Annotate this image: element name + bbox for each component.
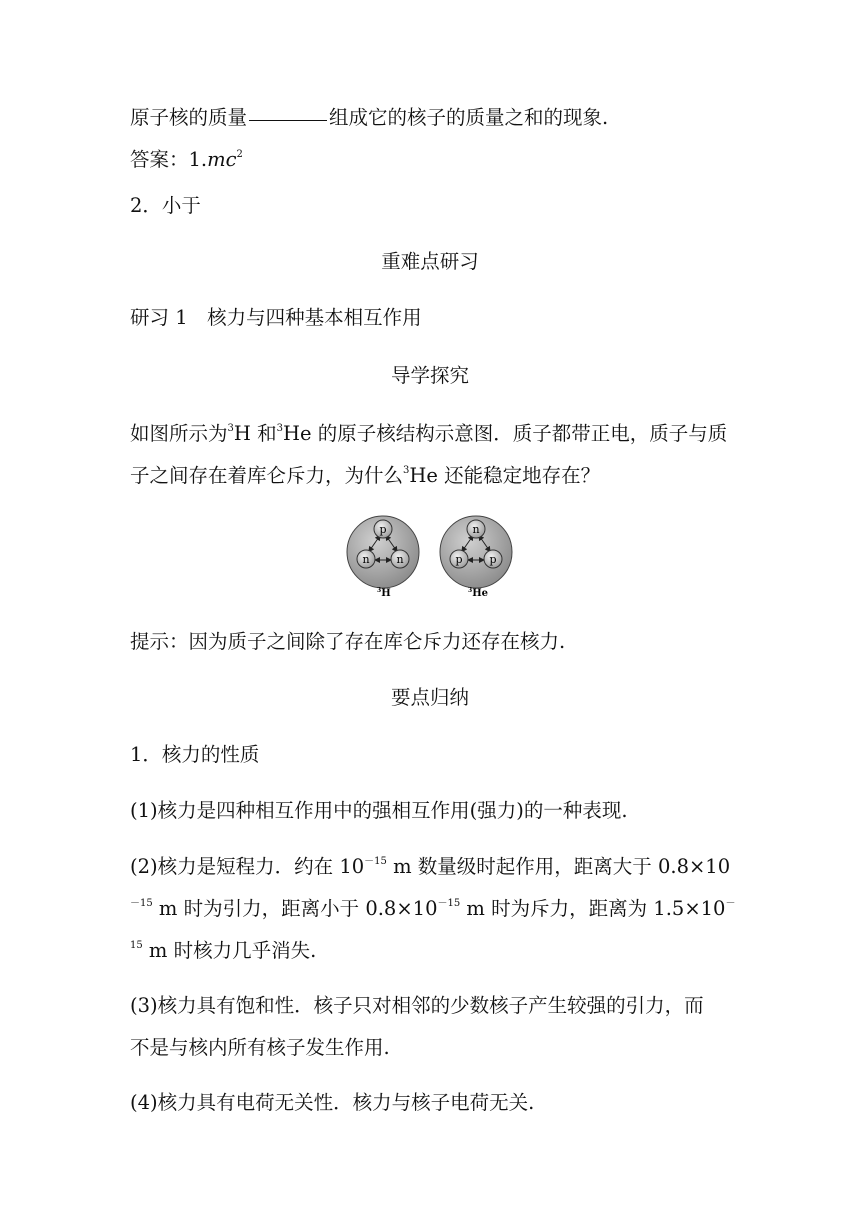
- heading-summary: 要点归纳: [390, 686, 469, 709]
- answer-line: [130, 150, 243, 170]
- text-segment: 子之间存在着库仑斥力，为什么: [130, 464, 404, 487]
- nucleus-figure: [340, 510, 520, 600]
- superscript: －15: [437, 898, 461, 909]
- property-3-line-1: (3)核力具有饱和性．核子只对相邻的少数核子产生较强的引力，而: [130, 994, 704, 1017]
- nucleus-label: [468, 587, 488, 599]
- superscript: －15: [130, 898, 153, 909]
- nucleus-h3: [347, 516, 419, 599]
- answer-formula: mc: [207, 148, 237, 171]
- text-segment: 如图所示为: [130, 422, 228, 445]
- superscript: 3: [468, 587, 473, 594]
- hint-line: 提示：因为质子之间除了存在库仑斥力还存在核力.: [130, 630, 566, 653]
- nucleus-he3: [440, 516, 512, 599]
- text-segment: He 还能稳定地存在？: [409, 464, 601, 487]
- nucleon-label: p: [379, 523, 387, 536]
- text-segment: m 数量级时起作用，距离大于 0.8×10: [386, 855, 731, 878]
- nucleon-label: n: [472, 523, 480, 536]
- text-segment: m 时核力几乎消失.: [142, 939, 317, 962]
- superscript: 3: [276, 423, 283, 434]
- fill-blank: [249, 120, 327, 121]
- property-4: (4)核力具有电荷无关性．核力与核子电荷无关.: [130, 1091, 535, 1114]
- superscript: 3: [377, 587, 382, 594]
- question-line-2: [130, 466, 600, 486]
- nucleon-label: p: [489, 553, 497, 566]
- nucleon-label: n: [396, 553, 404, 566]
- nucleon-label: n: [362, 553, 370, 566]
- superscript: 3: [403, 465, 410, 476]
- heading-major: 重难点研习: [381, 250, 479, 273]
- text-segment: 组成它的核子的质量之和的现象.: [329, 106, 609, 129]
- text-segment: H 和: [233, 422, 277, 445]
- item-1-title: 1．核力的性质: [130, 743, 260, 766]
- nucleus-label-text: H: [381, 588, 391, 599]
- nucleon-label: p: [455, 553, 463, 566]
- answer-2: 2．小于: [130, 194, 201, 217]
- text-segment: m 时为斥力，距离为 1.5×10: [460, 897, 726, 920]
- text-segment: He 的原子核结构示意图．质子都带正电，质子与质: [282, 422, 728, 445]
- superscript: 3: [227, 423, 234, 434]
- study-1-title: 研习 1 核力与四种基本相互作用: [130, 306, 422, 329]
- property-2-line-2: [130, 899, 735, 919]
- text-line-1: [130, 108, 608, 128]
- property-2-line-3: [130, 941, 316, 961]
- text-segment: m 时为引力，距离小于 0.8×10: [152, 897, 438, 920]
- text-segment: (2)核力是短程力．约在 10: [130, 855, 365, 878]
- nucleus-label: [377, 587, 391, 599]
- text-segment: 原子核的质量: [130, 106, 248, 129]
- superscript: －15: [364, 856, 387, 867]
- property-1: (1)核力是四种相互作用中的强相互作用(强力)的一种表现.: [130, 799, 628, 822]
- nucleus-label-text: He: [472, 588, 488, 599]
- heading-guide: 导学探究: [390, 364, 469, 387]
- superscript: 2: [236, 149, 243, 160]
- property-2-line-1: [130, 857, 730, 877]
- answer-prefix: 答案：1.: [130, 148, 208, 171]
- superscript: －: [725, 898, 736, 909]
- superscript: 15: [130, 940, 143, 951]
- property-3-line-2: 不是与核内所有核子发生作用.: [130, 1036, 390, 1059]
- question-line-1: [130, 424, 727, 444]
